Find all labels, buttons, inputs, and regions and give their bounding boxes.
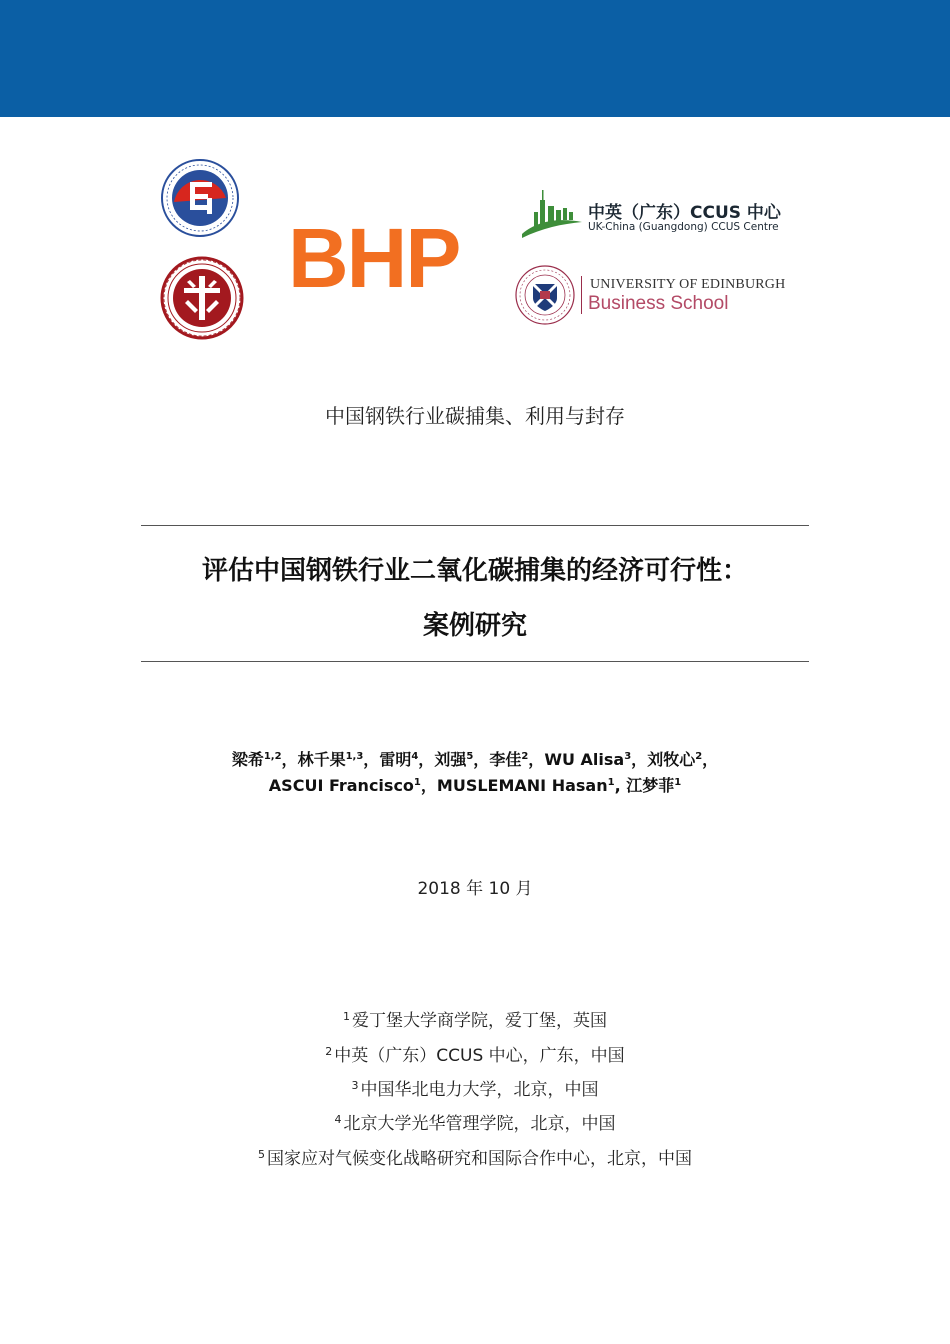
affiliation-text: 中国华北电力大学，北京，中国 (360, 1080, 599, 1100)
affiliation (0, 1144, 950, 1169)
affiliation-text: 爱丁堡大学商学院，爱丁堡，英国 (352, 1011, 607, 1031)
affiliation-number: 3 (351, 1079, 359, 1092)
author-sep: ， (363, 750, 380, 769)
uoe-business-school-logo (514, 264, 794, 326)
author-sep: ， (702, 750, 719, 769)
affiliation (0, 1041, 950, 1066)
affiliation (0, 1075, 950, 1100)
authors-line1 (0, 747, 950, 773)
author-affil: 2 (695, 751, 703, 762)
author-affil: 1 (413, 777, 421, 788)
author-name: MUSLEMANI Hasan (436, 776, 608, 795)
author-sep: ， (281, 750, 298, 769)
publication-date: 2018 年 10 月 (417, 879, 533, 899)
author-name: 雷明 (379, 750, 412, 769)
bhp-logo: BHP (288, 211, 460, 305)
report-title-line2: 案例研究 (422, 611, 527, 641)
ccus-centre-logo (520, 182, 795, 242)
affiliation (0, 1006, 950, 1031)
affiliation-text: 中英（广东）CCUS 中心，广东，中国 (334, 1046, 625, 1066)
affiliation-number: 5 (258, 1148, 265, 1161)
affiliation-number: 4 (334, 1113, 342, 1126)
author-name: 江梦菲 (626, 776, 675, 795)
author-sep: ， (528, 750, 545, 769)
author-name: 刘强 (434, 750, 467, 769)
author-sep: ， (420, 776, 437, 795)
author-affil: 1 (607, 777, 615, 788)
uoe-name-line2: Business School (588, 293, 729, 314)
uoe-name-line1: UNIVERSITY OF EDINBURGH (590, 277, 786, 292)
ccus-name-en: UK-China (Guangdong) CCUS Centre (588, 221, 779, 233)
author-affil: 5 (466, 751, 474, 762)
title-rule-top (141, 525, 809, 526)
author-name: ASCUI Francisco (268, 776, 414, 795)
title-rule-bottom (141, 661, 809, 662)
uoe-divider (581, 276, 582, 314)
header-bar (0, 0, 950, 117)
affiliation-number: 2 (325, 1045, 333, 1058)
ncepu-seal-icon (160, 158, 240, 238)
author-name: 梁希 (231, 750, 264, 769)
affiliation (0, 1109, 950, 1134)
author-affil: 4 (411, 751, 419, 762)
author-sep: ， (473, 750, 490, 769)
author-affil: 1,3 (345, 751, 364, 762)
series-title: 中国钢铁行业碳捕集、利用与封存 (325, 404, 625, 428)
pku-seal-icon (160, 256, 244, 340)
author-name: 刘牧心 (647, 750, 696, 769)
author-affil: 3 (624, 751, 632, 762)
ccus-skyline-icon (520, 182, 584, 242)
author-affil: 1 (674, 777, 682, 788)
author-name: 李佳 (489, 750, 522, 769)
affiliation-number: 1 (343, 1010, 350, 1023)
author-affil: 2 (521, 751, 529, 762)
author-name: 林千果 (297, 750, 346, 769)
author-sep: , (614, 776, 627, 795)
report-title-line1: 评估中国钢铁行业二氧化碳捕集的经济可行性： (201, 556, 748, 586)
author-sep: ， (418, 750, 435, 769)
affiliation-text: 国家应对气候变化战略研究和国际合作中心，北京，中国 (267, 1149, 692, 1169)
author-sep: ， (631, 750, 648, 769)
affiliation-text: 北京大学光华管理学院，北京，中国 (343, 1114, 616, 1134)
ccus-name-zh: 中英（广东）CCUS 中心 (588, 203, 781, 223)
author-affil: 1,2 (263, 751, 282, 762)
author-name: WU Alisa (544, 750, 625, 769)
uoe-crest-icon (514, 264, 576, 326)
authors-line2 (0, 773, 950, 799)
